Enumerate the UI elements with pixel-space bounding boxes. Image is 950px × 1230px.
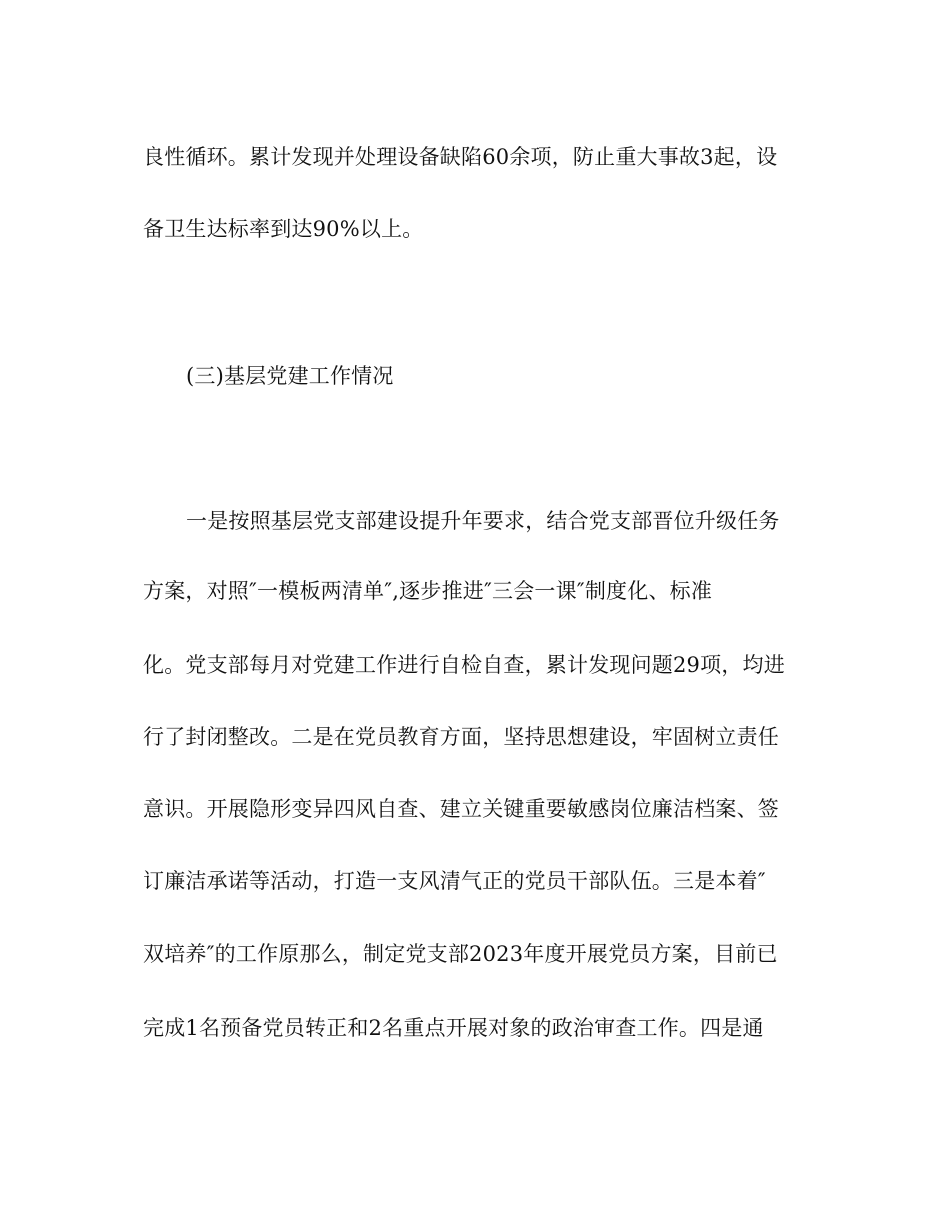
paragraph-2-line-5: 意识。开展隐形变异四风自查、建立关键重要敏感岗位廉洁档案、签 <box>143 797 779 821</box>
paragraph-2-line-6: 订廉洁承诺等活动，打造一支风清气正的党员干部队伍。三是本着″ <box>143 869 766 893</box>
paragraph-2-line-4: 行了封闭整改。二是在党员教育方面，坚持思想建设，牢固树立责任 <box>143 725 779 749</box>
paragraph-2-line-7: 双培养″的工作原那么，制定党支部2023年度开展党员方案，目前已 <box>143 942 778 966</box>
section-heading: (三)基层党建工作情况 <box>186 364 394 388</box>
paragraph-2-line-3: 化。党支部每月对党建工作进行自检自查，累计发现问题29项，均进 <box>143 653 785 677</box>
paragraph-1-line-1: 良性循环。累计发现并处理设备缺陷60余项，防止重大事故3起，设 <box>143 145 778 169</box>
paragraph-2-line-1: 一是按照基层党支部建设提升年要求，结合党支部晋位升级任务 <box>186 509 780 533</box>
paragraph-2-line-8: 完成1名预备党员转正和2名重点开展对象的政治审查工作。四是通 <box>143 1016 764 1040</box>
paragraph-1-line-2: 备卫生达标率到达90%以上。 <box>143 217 424 241</box>
paragraph-2-line-2: 方案，对照″一模板两清单″,逐步推进″三会一课″制度化、标准 <box>143 579 713 603</box>
